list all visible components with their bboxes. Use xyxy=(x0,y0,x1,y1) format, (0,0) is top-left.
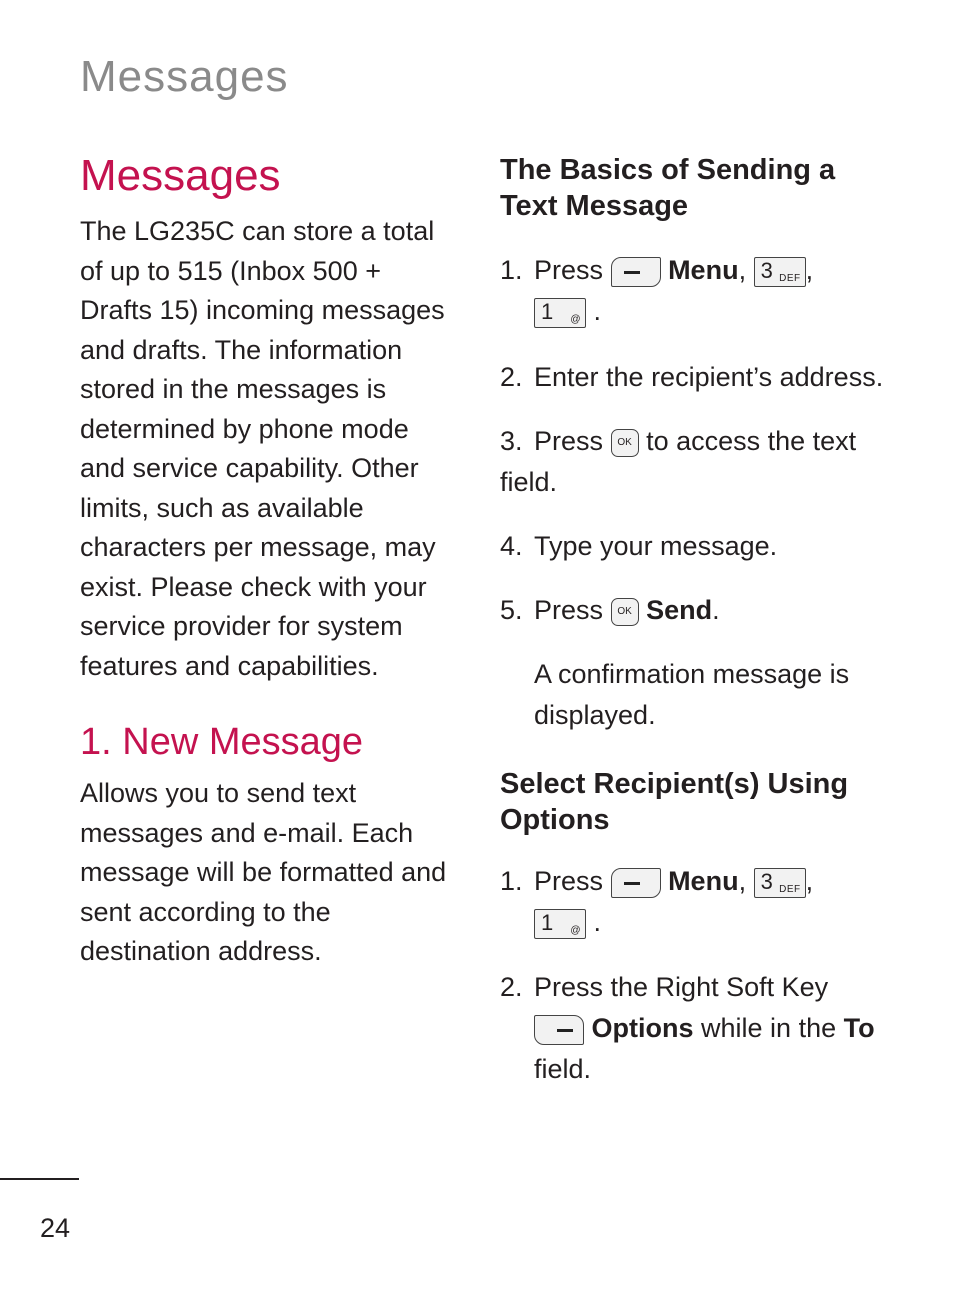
key-letters: DEF xyxy=(779,272,801,284)
step-text: Press xyxy=(534,255,604,285)
select-step-2 xyxy=(500,967,880,1090)
punctuation: . xyxy=(593,296,602,326)
options-label: Options xyxy=(591,1013,694,1043)
key-digit: 3 xyxy=(760,257,773,283)
new-message-paragraph: Allows you to send text messages and e-mail. Each message will be formatted and sent according to the destination address. xyxy=(80,778,447,966)
basics-step-2 xyxy=(500,357,890,398)
basics-step-4 xyxy=(500,526,890,567)
menu-label: Menu xyxy=(668,866,739,896)
key-1-icon xyxy=(534,909,586,939)
ok-key-icon: OK xyxy=(611,429,639,457)
key-digit: 1 xyxy=(541,909,554,935)
punctuation: , xyxy=(805,255,814,285)
step-text: Press xyxy=(534,866,604,896)
basics-step-5 xyxy=(500,590,890,631)
key-symbol: @ xyxy=(570,924,581,936)
step-text: Enter the recipient’s address. xyxy=(534,362,884,392)
step-number: 1. xyxy=(500,866,523,896)
select-step-1 xyxy=(500,861,890,943)
send-label: Send xyxy=(646,595,713,625)
step-text: Press the Right Soft Key xyxy=(534,972,829,1002)
to-label: To xyxy=(843,1013,875,1043)
key-3-icon xyxy=(754,868,806,898)
step-number: 4. xyxy=(500,531,523,561)
basics-step-3 xyxy=(500,421,880,503)
key-symbol: @ xyxy=(570,313,581,325)
page-number: 24 xyxy=(40,1213,71,1243)
new-message-title: 1. New Message xyxy=(80,721,364,763)
step-text: to access the text field. xyxy=(500,426,857,497)
right-soft-key-icon xyxy=(534,1015,584,1045)
select-heading: Select Recipient(s) Using Options xyxy=(500,768,849,836)
basics-heading: The Basics of Sending a Text Message xyxy=(500,154,836,222)
step-number: 2. xyxy=(500,362,523,392)
punctuation: , xyxy=(805,866,814,896)
step-text: field. xyxy=(534,1054,592,1084)
key-digit: 1 xyxy=(541,298,554,324)
menu-label: Menu xyxy=(668,255,739,285)
basics-step-1 xyxy=(500,250,890,332)
left-soft-key-icon xyxy=(611,257,661,287)
ok-key-icon: OK xyxy=(611,598,639,626)
running-header: Messages xyxy=(80,52,289,101)
step-number: 5. xyxy=(500,595,523,625)
step-text: while in the xyxy=(701,1013,837,1043)
confirmation-note: A confirmation message is displayed. xyxy=(534,659,850,730)
step-text: Press xyxy=(534,595,604,625)
punctuation: . xyxy=(712,595,720,625)
section-title: Messages xyxy=(80,151,281,200)
step-number: 3. xyxy=(500,426,523,456)
key-3-icon xyxy=(754,257,806,287)
step-text: Type your message. xyxy=(534,531,778,561)
punctuation: . xyxy=(593,907,602,937)
left-soft-key-icon xyxy=(611,868,661,898)
intro-paragraph: The LG235C can store a total of up to 515 (Inbox 500 + Drafts 15) incoming messages and drafts. The information stored in the messages is determined by phone mode and service capability. Other limits, such as available characters per message, may exist. Please check with your service provider for system features and capabilities. xyxy=(80,216,445,681)
footer-rule xyxy=(0,1178,79,1180)
step-number: 2. xyxy=(500,972,523,1002)
punctuation: , xyxy=(738,255,747,285)
left-column xyxy=(80,152,460,200)
step-text: Press xyxy=(534,426,604,456)
key-digit: 3 xyxy=(760,868,773,894)
key-letters: DEF xyxy=(779,883,801,895)
key-1-icon xyxy=(534,298,586,328)
step-number: 1. xyxy=(500,255,523,285)
punctuation: , xyxy=(738,866,747,896)
